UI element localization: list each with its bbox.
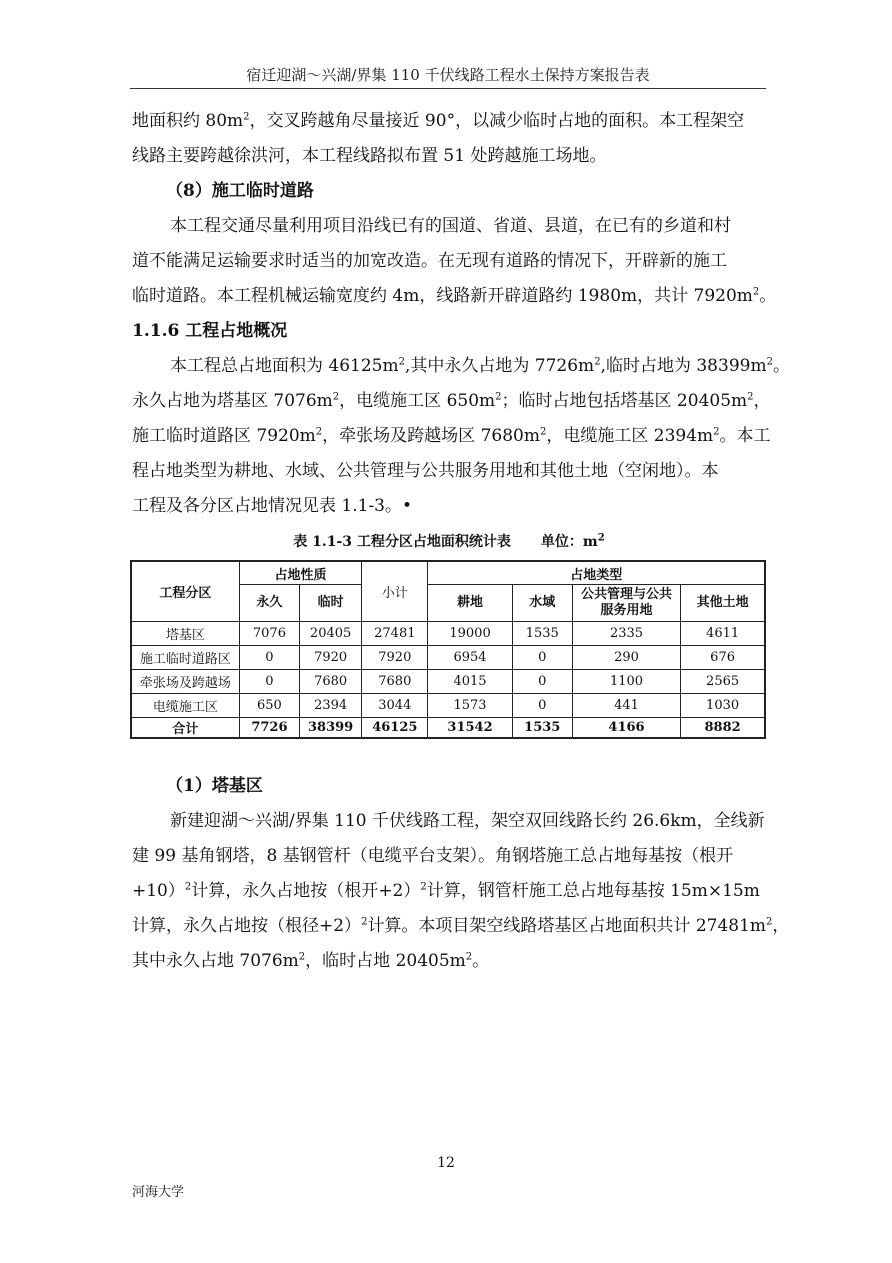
- section-heading-1-1-6: 1.1.6 工程占地概况: [132, 321, 288, 341]
- paragraph-3-line-3: [132, 419, 771, 454]
- page-number: 12: [437, 1155, 455, 1171]
- cell-zone: 合计: [131, 718, 239, 739]
- text: 地面积约 80m: [132, 111, 244, 131]
- cell-farm: 19000: [428, 622, 512, 646]
- paragraph-2-line-2: 道不能满足运输要求时适当的加宽改造。在无现有道路的情况下，开辟新的施工: [132, 251, 727, 271]
- cell-sub: 7920: [362, 646, 428, 670]
- sup: 2: [332, 391, 340, 403]
- text: 施工临时道路区 7920m: [132, 426, 316, 446]
- text: 临时道路。本工程机械运输宽度约 4m，线路新开辟道路约 1980m，共计 7920m: [132, 286, 753, 306]
- cell-zone: 施工临时道路区: [131, 646, 239, 670]
- cell-water: 0: [512, 694, 572, 718]
- cell-zone: 塔基区: [131, 622, 239, 646]
- cell-farm: 1573: [428, 694, 512, 718]
- sup: 2: [465, 951, 473, 963]
- cell-zone: 电缆施工区: [131, 694, 239, 718]
- cell-temp: 7680: [300, 670, 362, 694]
- text: 计算，钢管杆施工总占地每基按 15m×15m: [426, 881, 760, 901]
- table-total-row: [131, 718, 765, 739]
- cell-zone: 牵张场及跨越场: [131, 670, 239, 694]
- text: 计算，永久占地按（根径+2）: [132, 916, 362, 936]
- paragraph-1-line-2: 线路主要跨越徐洪河，本工程线路拟布置 51 处跨越施工场地。: [132, 146, 607, 166]
- cell-other: 676: [681, 646, 765, 670]
- cell-other: 1030: [681, 694, 765, 718]
- cell-sub: 46125: [362, 718, 428, 739]
- paragraph-2-line-3: [132, 279, 777, 314]
- header-public: 公共管理与公共服务用地: [572, 585, 680, 622]
- sup: 2: [713, 426, 720, 438]
- cell-other: 2565: [681, 670, 765, 694]
- cell-sub: 7680: [362, 670, 428, 694]
- text: 永久占地为塔基区 7076m: [132, 391, 333, 411]
- header-farmland: 耕地: [428, 585, 512, 622]
- sup: 2: [420, 881, 427, 893]
- text: ，电缆施工区 2394m: [546, 426, 714, 446]
- table-row: [131, 646, 765, 670]
- cell-public: 441: [572, 694, 680, 718]
- sup: 2: [597, 532, 605, 544]
- paragraph-4-line-5: [132, 944, 766, 979]
- cell-water: 1535: [512, 622, 572, 646]
- sup: 2: [495, 391, 502, 403]
- table-row: [131, 670, 765, 694]
- header-zone: 工程分区: [131, 561, 239, 622]
- cell-public: 2335: [572, 622, 680, 646]
- sup: 2: [539, 426, 547, 438]
- text: +10）: [132, 881, 185, 901]
- table-row: [131, 694, 765, 718]
- header-type: 占地类型: [428, 561, 765, 585]
- cell-farm: 4015: [428, 670, 512, 694]
- cell-public: 4166: [572, 718, 680, 739]
- cell-perm: 0: [239, 670, 299, 694]
- cell-public: 1100: [572, 670, 680, 694]
- header-rule: [130, 88, 766, 89]
- cell-sub: 27481: [362, 622, 428, 646]
- table-caption: [132, 532, 766, 552]
- sup: 2: [766, 356, 773, 368]
- cell-other: 4611: [681, 622, 765, 646]
- cell-temp: 38399: [300, 718, 362, 739]
- sup: 2: [361, 916, 368, 928]
- header-subtotal: 小计: [362, 561, 428, 622]
- land-occupation-table: [130, 560, 766, 739]
- cell-farm: 31542: [428, 718, 512, 739]
- cell-public: 290: [572, 646, 680, 670]
- text: ，电缆施工区 650m: [339, 391, 496, 411]
- sup: 2: [184, 881, 192, 893]
- page-content: [132, 104, 790, 979]
- sup: 2: [298, 951, 306, 963]
- paragraph-4-line-2: 建 99 基角钢塔，8 基钢管杆（电缆平台支架）。角钢塔施工总占地每基按（根开: [132, 846, 734, 866]
- text: 计算。本项目架空线路塔基区占地面积共计 27481m: [367, 916, 767, 936]
- paragraph-4-line-1: 新建迎湖～兴湖/界集 110 千伏线路工程，架空双回线路长约 26.6km，全线新: [170, 811, 765, 831]
- paragraph-2-line-1: 本工程交通尽量利用项目沿线已有的国道、省道、县道，在已有的乡道和村: [170, 216, 731, 236]
- text: 计算，永久占地按（根开+2）: [191, 881, 421, 901]
- paragraph-1-line-1: [132, 104, 766, 139]
- paragraph-3-line-1: [132, 349, 790, 384]
- cell-perm: 0: [239, 646, 299, 670]
- subheading-construction-roads: （8）施工临时道路: [166, 181, 314, 201]
- paragraph-3-line-2: [132, 384, 771, 419]
- cell-perm: 650: [239, 694, 299, 718]
- cell-water: 0: [512, 670, 572, 694]
- page-header: 宿迁迎湖～兴湖/界集 110 千伏线路工程水土保持方案报告表: [246, 66, 650, 84]
- header-permanent: 永久: [239, 585, 299, 622]
- header-nature: 占地性质: [239, 561, 361, 585]
- footer-institution: 河海大学: [132, 1185, 185, 1200]
- header-temporary: 临时: [300, 585, 362, 622]
- caption-title: 表 1.1-3 工程分区占地面积统计表: [293, 534, 511, 550]
- text: 其中永久占地 7076m: [132, 951, 299, 971]
- text: ；临时占地包括塔基区 20405m: [501, 391, 748, 411]
- text: ，: [753, 391, 771, 411]
- cell-temp: 20405: [300, 622, 362, 646]
- sup: 2: [594, 356, 601, 368]
- text: ，牵张场及跨越场区 7680m: [322, 426, 540, 446]
- text: ，: [772, 916, 790, 936]
- sup: 2: [752, 286, 760, 298]
- cell-other: 8882: [681, 718, 765, 739]
- sup: 2: [315, 426, 323, 438]
- text: ,其中永久占地为 7726m: [404, 356, 595, 376]
- text: 本工程总占地面积为 46125m: [170, 356, 399, 376]
- header-other: 其他土地: [681, 585, 765, 622]
- sup: 2: [398, 356, 405, 368]
- sup: 2: [243, 111, 250, 123]
- table-row: [131, 622, 765, 646]
- cell-water: 1535: [512, 718, 572, 739]
- cell-farm: 6954: [428, 646, 512, 670]
- caption-unit: [541, 534, 605, 550]
- sup: 2: [747, 391, 754, 403]
- cell-temp: 2394: [300, 694, 362, 718]
- subheading-tower-base: （1）塔基区: [166, 776, 263, 796]
- cell-perm: 7076: [239, 622, 299, 646]
- paragraph-3-line-4: 程占地类型为耕地、水域、公共管理与公共服务用地和其他土地（空闲地）。本: [132, 461, 719, 481]
- text: 。: [759, 286, 777, 306]
- text: ，临时占地 20405m: [305, 951, 466, 971]
- text: 。本工: [719, 426, 771, 446]
- paragraph-4-line-3: [132, 874, 766, 909]
- cell-sub: 3044: [362, 694, 428, 718]
- paragraph-3-line-5: 工程及各分区占地情况见表 1.1-3。•: [132, 496, 413, 516]
- sup: 2: [766, 916, 773, 928]
- header-water: 水域: [512, 585, 572, 622]
- cell-water: 0: [512, 646, 572, 670]
- paragraph-4-line-4: [132, 909, 790, 944]
- text: ,临时占地为 38399m: [600, 356, 767, 376]
- text: 。: [472, 951, 490, 971]
- spacer: [132, 739, 766, 769]
- cell-perm: 7726: [239, 718, 299, 739]
- text: 单位：m: [540, 534, 598, 550]
- text: 。: [772, 356, 790, 376]
- cell-temp: 7920: [300, 646, 362, 670]
- text: ，交叉跨越角尽量接近 90°，以减少临时占地的面积。本工程架空: [249, 111, 745, 131]
